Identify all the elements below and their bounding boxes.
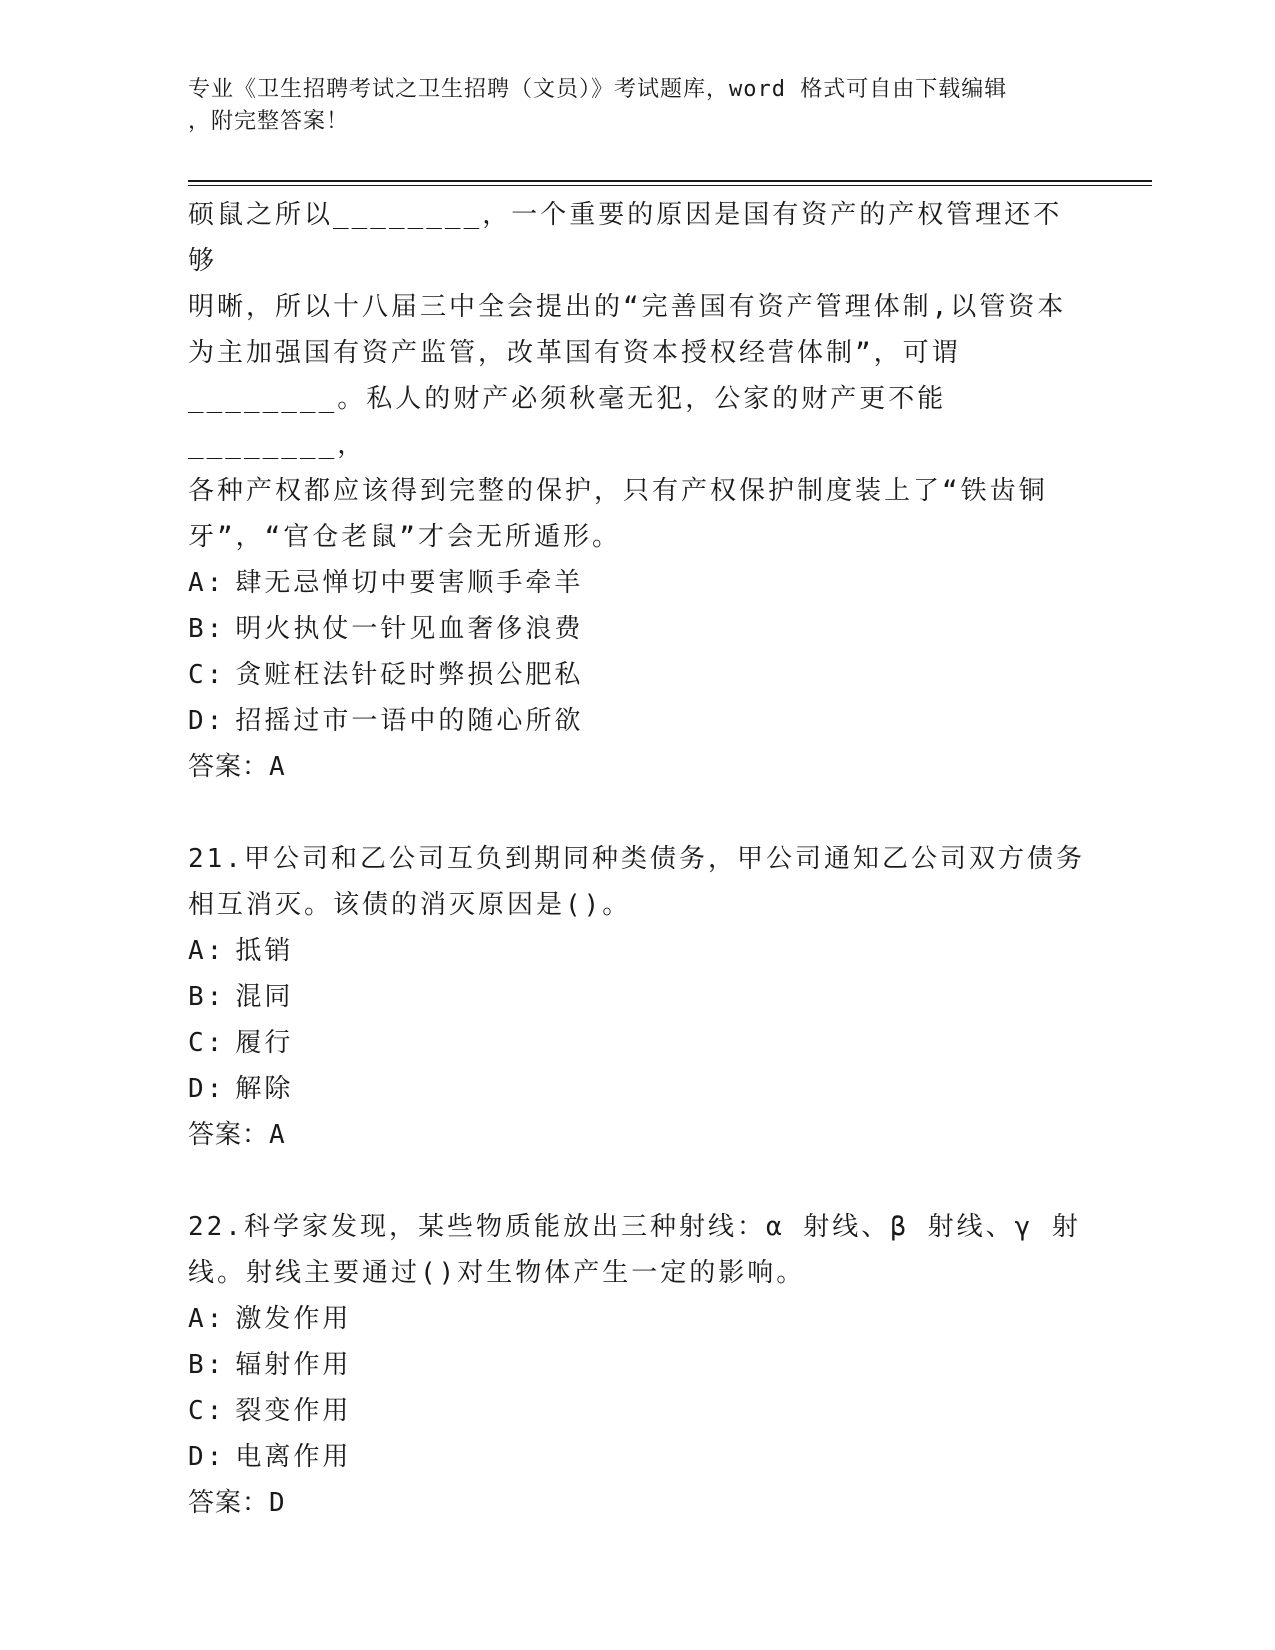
- stem-line: ________。私人的财产必须秋毫无犯，公家的财产更不能________，: [188, 384, 947, 460]
- stem-line: 22.科学家发现，某些物质能放出三种射线：α 射线、β 射线、γ 射: [188, 1212, 1081, 1242]
- stem-line: 牙”，“官仓老鼠”才会无所遁形。: [188, 522, 621, 552]
- option-c: [188, 1388, 1088, 1434]
- stem-line: 硕鼠之所以________，一个重要的原因是国有资产的产权管理还不够: [188, 200, 1063, 276]
- stem-line: 线。射线主要通过()对生物体产生一定的影响。: [188, 1258, 806, 1288]
- option-d: [188, 1066, 1088, 1112]
- option-a: [188, 928, 1088, 974]
- option-c: [188, 652, 1088, 698]
- answer-line: 答案：A: [188, 752, 286, 782]
- option-key: C:: [188, 660, 226, 690]
- option-key: D:: [188, 706, 226, 736]
- option-a: [188, 1296, 1088, 1342]
- stem-line: 各种产权都应该得到完整的保护，只有产权保护制度装上了“铁齿铜: [188, 476, 1048, 506]
- option-text: 裂变作用: [235, 1396, 352, 1426]
- option-d: [188, 698, 1088, 744]
- option-b: [188, 606, 1088, 652]
- question-block: [188, 192, 1088, 790]
- option-key: A:: [188, 936, 226, 966]
- option-a: [188, 560, 1088, 606]
- stem-line: 21.甲公司和乙公司互负到期同种类债务，甲公司通知乙公司双方债务: [188, 844, 1085, 874]
- option-c: [188, 1020, 1088, 1066]
- question-list: [188, 192, 1088, 1526]
- option-key: A:: [188, 568, 226, 598]
- question-stem: [188, 836, 1088, 928]
- option-key: B:: [188, 614, 226, 644]
- option-key: B:: [188, 982, 226, 1012]
- stem-line: 相互消灭。该债的消灭原因是()。: [188, 890, 632, 920]
- question-block: [188, 1204, 1088, 1526]
- option-b: [188, 1342, 1088, 1388]
- question-stem: [188, 192, 1088, 560]
- option-key: A:: [188, 1304, 226, 1334]
- question-stem: [188, 1204, 1088, 1296]
- header-divider-thin: [188, 185, 1152, 186]
- option-text: 辐射作用: [235, 1350, 352, 1380]
- header-divider-thick: [188, 180, 1152, 182]
- option-text: 招摇过市一语中的随心所欲: [235, 706, 584, 736]
- option-key: D:: [188, 1442, 226, 1472]
- option-text: 激发作用: [235, 1304, 352, 1334]
- option-key: B:: [188, 1350, 226, 1380]
- option-key: C:: [188, 1396, 226, 1426]
- option-text: 肆无忌惮切中要害顺手牵羊: [235, 568, 584, 598]
- option-text: 抵销: [235, 936, 294, 966]
- option-text: 解除: [235, 1074, 294, 1104]
- answer-line: 答案：D: [188, 1488, 286, 1518]
- option-key: C:: [188, 1028, 226, 1058]
- answer-line: 答案：A: [188, 1120, 286, 1150]
- option-b: [188, 974, 1088, 1020]
- option-d: [188, 1434, 1088, 1480]
- header-line-2: ，附完整答案！: [188, 109, 350, 134]
- option-key: D:: [188, 1074, 226, 1104]
- question-block: [188, 836, 1088, 1158]
- option-text: 混同: [235, 982, 294, 1012]
- stem-line: 为主加强国有资产监管，改革国有资本授权经营体制”，可谓: [188, 338, 961, 368]
- option-text: 明火执仗一针见血奢侈浪费: [235, 614, 584, 644]
- document-header: [188, 74, 1068, 138]
- option-text: 电离作用: [235, 1442, 352, 1472]
- option-text: 履行: [235, 1028, 294, 1058]
- stem-line: 明晰，所以十八届三中全会提出的“完善国有资产管理体制,以管资本: [188, 292, 1067, 322]
- option-text: 贪赃枉法针砭时弊损公肥私: [235, 660, 584, 690]
- header-line-1: 专业《卫生招聘考试之卫生招聘（文员）》考试题库，word 格式可自由下载编辑: [188, 77, 1008, 102]
